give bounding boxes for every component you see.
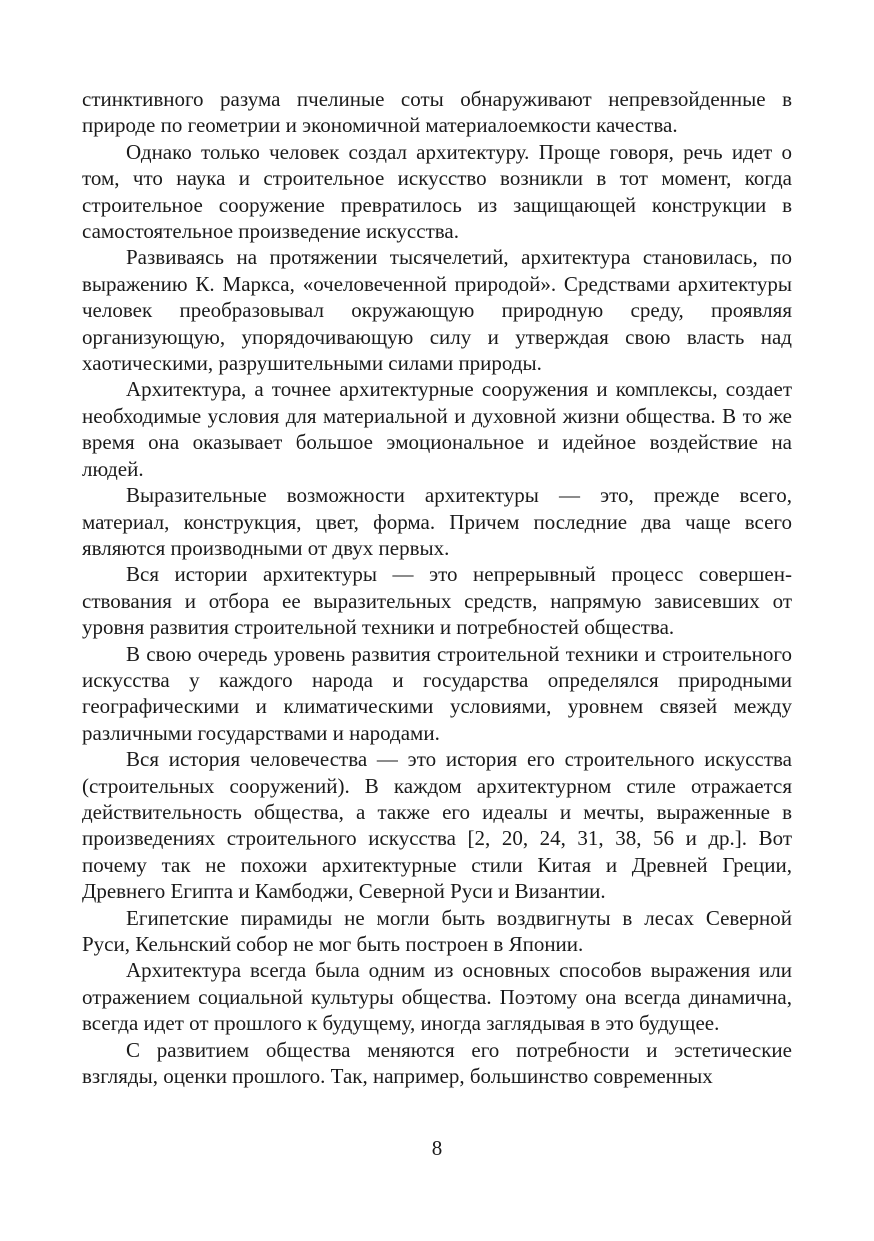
paragraph-5: Выразительные возможности архитектуры — это, прежде всего, материал, конструкция, цвет, форма. Причем последние два чаще всего являются производными от двух первых. — [82, 483, 792, 560]
paragraph-6: Вся истории архитектуры — это непрерывный процесс совершенствования и отбора ее выразительных средств, напрямую зависевших от уровня развития строительной техники и потребностей общества. — [82, 562, 792, 640]
paragraph-9: Египетские пирамиды не могли быть воздвигнуты в лесах Северной Руси, Кельнский собор не мог быть построен в Японии. — [82, 905, 792, 956]
paragraph-8: Вся история человечества — это история его строительного искусства (строительных сооружений). В каждом архитектурном стиле отражается действительность общества, а также его идеалы и мечты, выраженные в произведениях строительного искусства [2, 20, 24, 31, 38, 56 и др.]. Вот почему так не похожи архитектурные стили Китая и Древней Греции, Древнего Египта и Камбоджи, Северной Руси и Византии. — [82, 747, 792, 904]
paragraph-7: В свою очередь уровень развития строительной техники и строительного искусства у каждого народа и государства определялся природными географическими и климатическими условиями, уровнем связей между различными государствами и народами. — [82, 641, 792, 745]
page-number: 8 — [431, 1136, 443, 1160]
paragraph-1: стинктивного разума пчелиные соты обнаруживают непревзойденные в природе по геометрии и экономичной материалоемкости качества. — [82, 87, 792, 138]
paragraph-2: Однако только человек создал архитектуру. Проще говоря, речь идет о том, что наука и строительное искусство возникли в тот момент, когда строительное сооружение превратилось из защищающей конструкции в самостоятельное произведение искусства. — [82, 139, 792, 244]
paragraph-3: Развиваясь на протяжении тысячелетий, архитектура становилась, по выражению К. Маркса, «очеловеченной природой». Средствами архитектуры человек преобразовывал окружающую природную среду, проявляя организующую, упорядочивающую силу и утверждая свою власть над хаотическими, разрушительными силами природы. — [82, 245, 792, 376]
paragraph-11: С развитием общества меняются его потребности и эстетические взгляды, оценки прошлого. Так, например, большинство современных — [82, 1037, 792, 1089]
paragraph-10: Архитектура всегда была одним из основных способов выражения или отражением социальной культуры общества. Поэтому она всегда динамична, всегда идет от прошлого к будущему, иногда заглядывая в это будущее. — [82, 958, 792, 1036]
paragraph-4: Архитектура, а точнее архитектурные сооружения и комплексы, создает необходимые условия для материальной и духовной жизни общества. В то же время она оказывает большое эмоциональное и идейное воздействие на людей. — [82, 377, 792, 481]
body-text — [82, 86, 792, 1089]
